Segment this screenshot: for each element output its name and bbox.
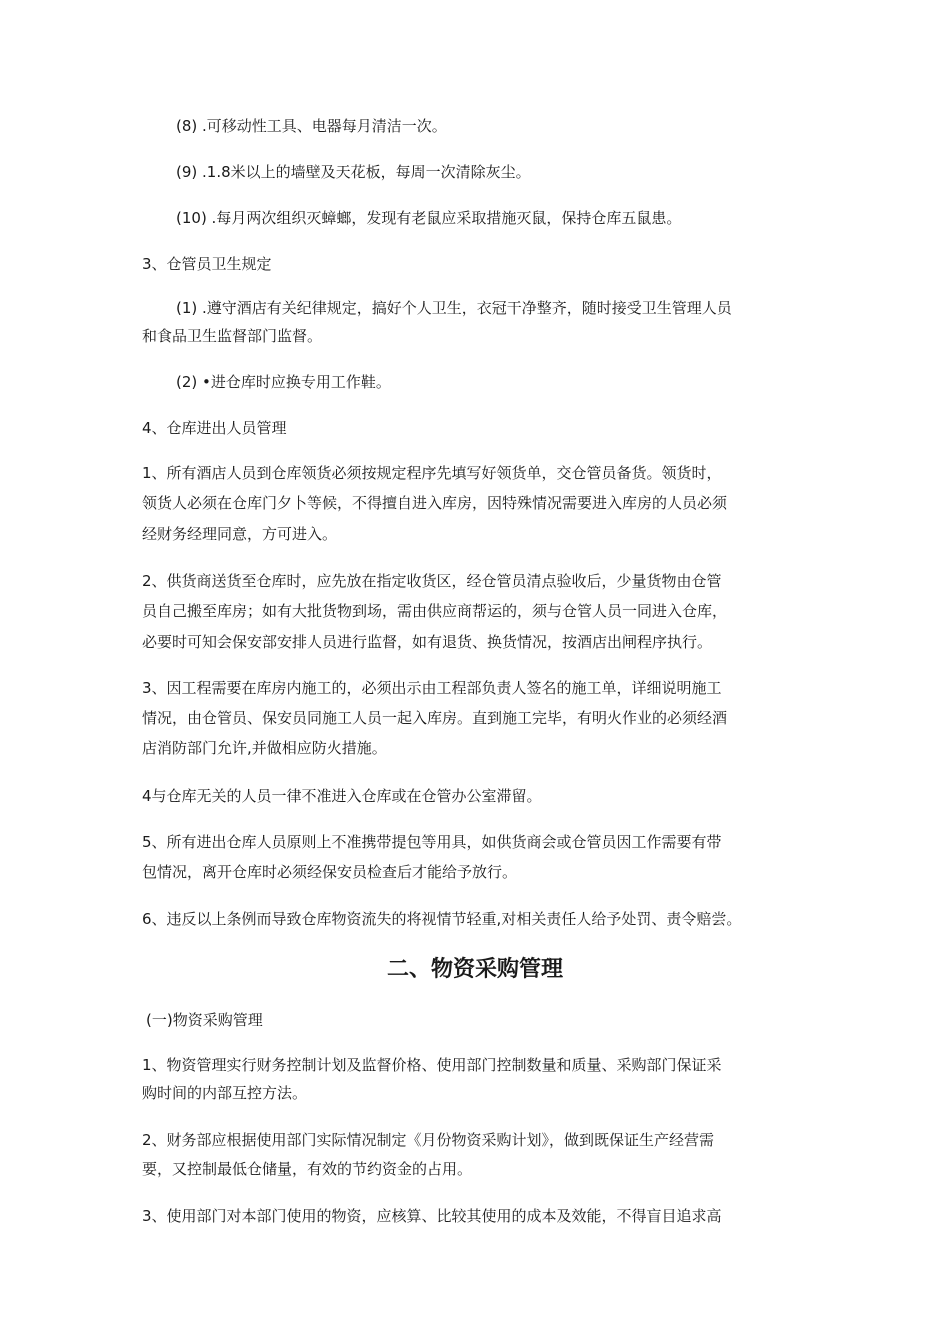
paragraph-line: 经财务经理同意，方可进入。: [142, 525, 338, 543]
section-title: 4、仓库进出人员管理: [142, 419, 287, 437]
paragraph-line: 1、所有酒店人员到仓库领货必须按规定程序先填写好领货单，交仓管员备货。领货时，: [142, 464, 722, 482]
section-heading: 二、物资采购管理: [386, 957, 563, 982]
section-title: 3、仓管员卫生规定: [142, 255, 272, 273]
subsection-title: (一)物资采购管理: [146, 1011, 263, 1029]
list-item: (8) .可移动性工具、电器每月清洁一次。: [176, 117, 447, 135]
paragraph-line: 1、物资管理实行财务控制计划及监督价格、使用部门控制数量和质量、采购部门保证采: [142, 1056, 722, 1074]
list-item: (2) •进仓库时应换专用工作鞋。: [176, 373, 391, 391]
paragraph-line: 要，又控制最低仓储量，有效的节约资金的占用。: [142, 1160, 473, 1178]
paragraph-line: 2、供货商送货至仓库时，应先放在指定收货区，经仓管员清点验收后，少量货物由仓管: [142, 572, 722, 590]
paragraph-line: 情况，由仓管员、保安员同施工人员一起入库房。直到施工完毕，有明火作业的必须经酒: [142, 709, 728, 727]
list-item: (9) .1.8米以上的墙壁及天花板，每周一次清除灰尘。: [176, 163, 531, 181]
paragraph-line: 店消防部门允许,并做相应防火措施。: [142, 739, 387, 757]
paragraph-line: (1) .遵守酒店有关纪律规定，搞好个人卫生，衣冠干净整齐，随时接受卫生管理人员: [176, 299, 732, 317]
paragraph-line: 领货人必须在仓库门夕卜等候，不得擅自进入库房，因特殊情况需要进入库房的人员必须: [142, 494, 728, 512]
paragraph-line: 购时间的内部互控方法。: [142, 1084, 308, 1102]
paragraph-line: 员自己搬至库房；如有大批货物到场，需由供应商帮运的，须与仓管人员一同进入仓库，: [142, 602, 728, 620]
paragraph-line: 6、违反以上条例而导致仓库物资流失的将视情节轻重,对相关责任人给予处罚、责令赔尝。: [142, 910, 742, 928]
paragraph-line: 和食品卫生监督部门监督。: [142, 327, 323, 345]
list-item: (10) .每月两次组织灭蟑螂，发现有老鼠应采取措施灭鼠，保持仓库五鼠患。: [176, 209, 682, 227]
paragraph-line: 2、财务部应根据使用部门实际情况制定《月份物资采购计划》，做到既保证生产经营需: [142, 1131, 715, 1149]
paragraph-line: 5、所有进出仓库人员原则上不准携带提包等用具，如供货商会或仓管员因工作需要有带: [142, 833, 722, 851]
paragraph-line: 4与仓库无关的人员一律不准进入仓库或在仓管办公室滞留。: [142, 787, 542, 805]
paragraph-line: 3、使用部门对本部门使用的物资，应核算、比较其使用的成本及效能，不得盲目追求高: [142, 1207, 722, 1225]
paragraph-line: 3、因工程需要在库房内施工的，必须出示由工程部负责人签名的施工单，详细说明施工: [142, 679, 722, 697]
paragraph-line: 包情况，离开仓库时必须经保安员检查后才能给予放行。: [142, 863, 518, 881]
paragraph-line: 必要时可知会保安部安排人员进行监督，如有退货、换货情况，按酒店出闸程序执行。: [142, 633, 713, 651]
